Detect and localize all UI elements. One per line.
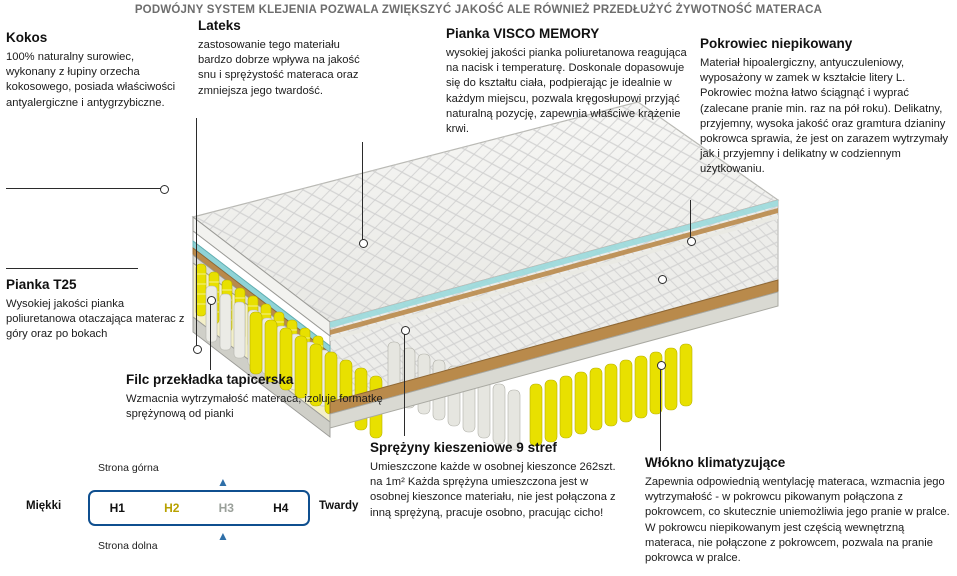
callout-body-filc: Wzmacnia wytrzymałość materaca, izoluje formatkę sprężynową od pianki: [126, 393, 383, 421]
callout-body-sprezyny: Umieszczone każde w osobnej kieszonce 262szt. na 1m² Każda sprężyna umieszczona jest w osobnej kieszonce materiału, nie jest połączona z inną sprężyną, pracuje osobno, pracując cicho!: [370, 461, 616, 519]
leader-dot-pokrowiec: [687, 237, 696, 246]
leader-line-filc: [210, 300, 211, 370]
callout-body-pianka-t25: Wysokiej jakości pianka poliuretanowa otaczająca materac z góry oraz po bokach: [6, 298, 185, 341]
arrow-up-icon: ▲: [217, 475, 229, 489]
scale-bottom-label: Strona dolna: [98, 540, 158, 552]
leader-line-wlokno: [660, 365, 661, 451]
hardness-level-h4[interactable]: H4: [273, 501, 289, 515]
callout-title-lateks: Lateks: [198, 18, 241, 33]
callout-title-filc: Filc przekładka tapicerska: [126, 372, 294, 387]
callout-title-pokrowiec: Pokrowiec niepikowany: [700, 36, 853, 51]
callout-body-wlokno: Zapewnia odpowiednią wentylację materaca, wzmacnia jego wytrzymałość - w pokrowcu pikowanym połączona z pokrowcem, co skutecznie uniemożliwia jego pranie w pralce. W pokrowcu niepikowanym jest częścią wewnętrzną materaca, nie połączone z pokrowcem, pozwala na pranie pokrowca w pralce.: [645, 476, 950, 564]
leader-dot-wlokno: [657, 361, 666, 370]
callout-title-wlokno: Włókno klimatyzujące: [645, 455, 786, 470]
callout-body-visco: wysokiej jakości pianka poliuretanowa reagująca na nacisk i temperaturę. Doskonale dopasowuje się do kształtu ciała, podpierając je idealnie w każdym miejscu, pozwala kręgosłupowi przyjąć naturalną pozycję, zapewnia właściwe krążenie krwi.: [446, 47, 687, 135]
callout-title-pianka-t25: Pianka T25: [6, 277, 77, 292]
callout-sprezyny: [370, 440, 630, 521]
leader-line-kokos: [6, 188, 166, 189]
scale-hard-label: Twardy: [319, 500, 359, 512]
callout-body-kokos: 100% naturalny surowiec, wykonany z łupiny orzecha kokosowego, posiada właściwości antyalergiczne i antygrzybiczne.: [6, 51, 176, 109]
callout-pokrowiec: [700, 36, 950, 177]
leader-line-lateks: [196, 118, 197, 348]
callout-kokos: [6, 30, 186, 111]
callout-title-visco: Pianka VISCO MEMORY: [446, 26, 600, 41]
leader-line-visco: [362, 142, 363, 242]
leader-dot-lateks: [193, 345, 202, 354]
scale-top-label: Strona górna: [98, 462, 159, 474]
arrow-down-icon: ▲: [217, 529, 229, 543]
leader-dot-kokos: [160, 185, 169, 194]
callout-lateks: [198, 18, 376, 99]
leader-line-sprezyny: [404, 330, 405, 436]
callout-visco: [446, 26, 691, 137]
hardness-level-h3[interactable]: H3: [218, 501, 234, 515]
leader-dot-filc: [207, 296, 216, 305]
callout-filc: [126, 372, 386, 422]
leader-dot-visco: [359, 239, 368, 248]
scale-soft-label: Miękki: [26, 500, 62, 512]
hardness-scale: [26, 462, 366, 558]
hardness-track[interactable]: [88, 490, 310, 526]
leader-line-pianka25: [6, 268, 138, 269]
callout-body-lateks: zastosowanie tego materiału bardzo dobrze wpływa na jakość snu i sprężystość materaca oraz zmniejsza jego twardość.: [198, 39, 360, 97]
callout-wlokno: [645, 455, 950, 566]
callout-body-pokrowiec: Materiał hipoalergiczny, antyuczuleniowy, wyposażony w zamek w kształcie litery L. Pokrowiec można łatwo ściągnąć i wyprać (zalecane pranie min. raz na pół roku). Delikatny, przyjemny, wysoka jakość oraz gramtura dzianiny pokrowca sprawia, że jest on zarazem wytrzymały jak i przyjemny i delikatny w codziennym użytkowaniu.: [700, 57, 949, 175]
callout-pianka-t25: [6, 277, 186, 343]
page-headline: PODWÓJNY SYSTEM KLEJENIA POZWALA ZWIĘKSZYĆ JAKOŚĆ ALE RÓWNIEŻ PRZEDŁUŻYĆ ŻYWOTNOŚĆ MATERACA: [134, 4, 823, 16]
leader-dot-sprezyny: [401, 326, 410, 335]
callout-title-kokos: Kokos: [6, 30, 48, 45]
callout-title-sprezyny: Sprężyny kieszeniowe 9 stref: [370, 440, 557, 455]
leader-dot-pokrowiec-2: [658, 275, 667, 284]
hardness-level-h2[interactable]: H2: [164, 501, 180, 515]
hardness-level-h1[interactable]: H1: [109, 501, 125, 515]
leader-line-pokrowiec: [690, 200, 691, 240]
